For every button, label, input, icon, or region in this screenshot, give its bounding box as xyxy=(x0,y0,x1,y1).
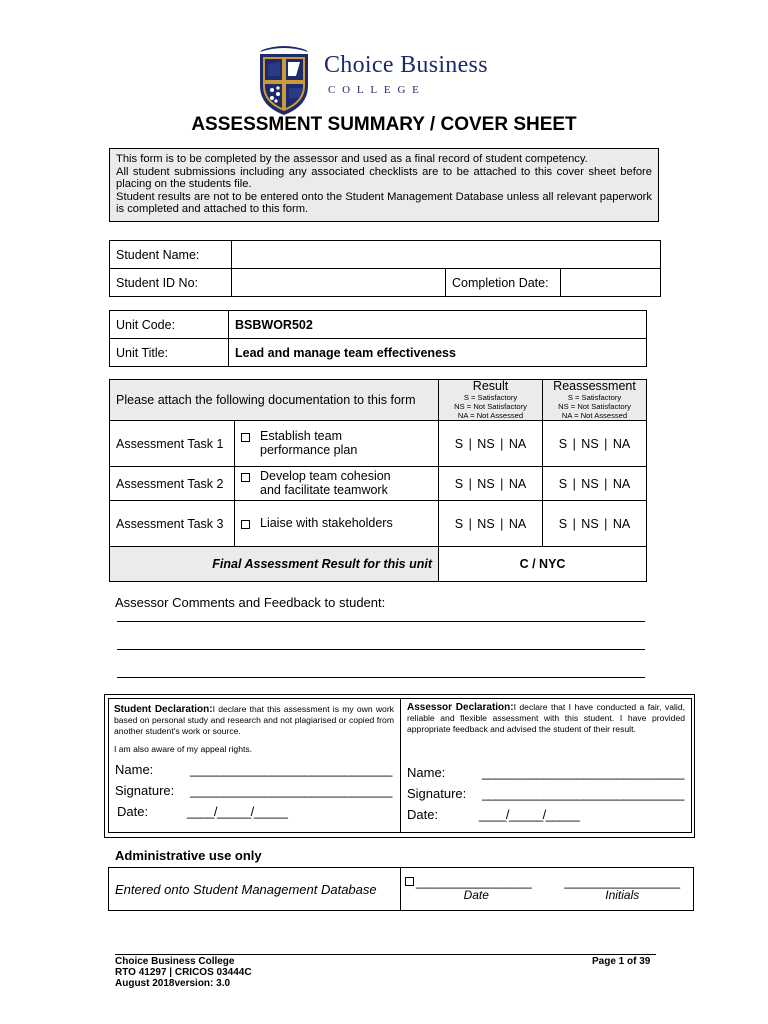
admin-initials-label: Initials xyxy=(605,888,640,902)
footer-rto: RTO 41297 | CRICOS 03444C xyxy=(115,967,252,978)
reassessment-header: Reassessment xyxy=(553,379,636,393)
page-title: ASSESSMENT SUMMARY / COVER SHEET xyxy=(191,114,577,135)
unit-details-table xyxy=(109,310,647,367)
task-row xyxy=(110,501,647,547)
admin-checkbox[interactable] xyxy=(405,877,414,886)
result-header-cell xyxy=(439,380,543,421)
assessor-declaration xyxy=(407,702,685,735)
student-date-label: Date: xyxy=(117,804,149,819)
result-options[interactable]: S | NS | NA xyxy=(439,501,543,547)
instructions-line-1: This form is to be completed by the assessor and used as a final record of student competency. xyxy=(116,153,588,165)
reassessment-options[interactable]: S | NS | NA xyxy=(543,421,647,467)
assessor-declaration-text: I declare that I have conducted a fair, valid, reliable and flexible assessment with this student. I have provided appropriate feedback and advised the student of their result. xyxy=(407,702,685,734)
legend-not-satisfactory: NS = Not Satisfactory xyxy=(454,402,527,411)
assessor-name-label: Name: xyxy=(407,765,446,780)
admin-table xyxy=(108,867,694,911)
assessor-signature-line[interactable]: ______________________________ xyxy=(482,786,684,801)
college-crest-logo xyxy=(256,42,312,116)
result-options[interactable]: S | NS | NA xyxy=(439,421,543,467)
student-declaration-text: I declare that this assessment is my own work based on personal study and research and not plagiarised or copied from another student's work or source. xyxy=(114,704,394,736)
attach-instruction: Please attach the following documentation to this form xyxy=(110,380,439,421)
legend-not-assessed: NA = Not Assessed xyxy=(561,411,628,420)
task-description-cell xyxy=(235,467,439,501)
student-id-label: Student ID No: xyxy=(110,269,232,297)
final-result-label: Final Assessment Result for this unit xyxy=(110,547,439,582)
student-name-field[interactable] xyxy=(232,241,661,269)
unit-title-value: Lead and manage team effectiveness xyxy=(229,339,647,367)
task-name: Assessment Task 1 xyxy=(110,421,235,467)
appeal-rights-text: I am also aware of my appeal rights. xyxy=(114,744,253,754)
admin-section-title: Administrative use only xyxy=(115,848,262,863)
student-name-label: Name: xyxy=(115,762,154,777)
task-checkbox[interactable] xyxy=(241,473,250,482)
task-row xyxy=(110,467,647,501)
footer-page-number: Page 1 of 39 xyxy=(592,956,651,967)
unit-title-label: Unit Title: xyxy=(110,339,229,367)
entered-database-label: Entered onto Student Management Database xyxy=(109,868,401,911)
instructions-line-3: Student results are not to be entered onto the Student Management Database unless all relevant paperwork is completed and attached to this form. xyxy=(116,190,652,216)
assessor-declaration-heading: Assessor Declaration: xyxy=(407,702,514,713)
task-description-cell xyxy=(235,501,439,547)
task-description-line: performance plan xyxy=(260,442,358,457)
footer-version: August 2018version: 3.0 xyxy=(115,978,231,989)
assessor-signature-label: Signature: xyxy=(407,786,467,801)
comment-line[interactable] xyxy=(117,621,645,622)
task-description-line: Establish team xyxy=(260,429,342,443)
comment-line[interactable] xyxy=(117,677,645,678)
admin-date-line[interactable]: ________________ xyxy=(416,874,532,889)
footer-college: Choice Business College xyxy=(115,956,235,967)
admin-date-label: Date xyxy=(463,888,489,902)
admin-initials-line[interactable]: ________________ xyxy=(564,874,681,889)
assessor-name-line[interactable]: ______________________________ xyxy=(482,765,684,780)
unit-code-label: Unit Code: xyxy=(110,311,229,339)
footer-divider xyxy=(115,954,656,955)
instructions-box xyxy=(109,148,659,222)
student-declaration-heading: Student Declaration: xyxy=(114,704,213,715)
final-result-options[interactable]: C / NYC xyxy=(439,547,647,582)
reassessment-header-cell xyxy=(543,380,647,421)
legend-not-assessed: NA = Not Assessed xyxy=(457,411,524,420)
reassessment-options[interactable]: S | NS | NA xyxy=(543,467,647,501)
result-options[interactable]: S | NS | NA xyxy=(439,467,543,501)
task-description-line: and facilitate teamwork xyxy=(260,482,388,497)
task-checkbox[interactable] xyxy=(241,520,250,529)
legend-not-satisfactory: NS = Not Satisfactory xyxy=(558,402,631,411)
result-header: Result xyxy=(472,379,509,393)
student-name-line[interactable]: ______________________________ xyxy=(190,762,392,777)
student-signature-line[interactable]: ______________________________ xyxy=(190,783,392,798)
brand-subtitle: COLLEGE xyxy=(328,84,426,96)
legend-satisfactory: S = Satisfactory xyxy=(567,393,622,402)
student-declaration xyxy=(114,704,394,737)
brand-name: Choice Business xyxy=(324,52,488,78)
assessor-date-line[interactable]: ____/_____/_____ xyxy=(479,807,580,822)
completion-date-label: Completion Date: xyxy=(446,269,561,297)
reassessment-options[interactable]: S | NS | NA xyxy=(543,501,647,547)
task-checkbox[interactable] xyxy=(241,433,250,442)
task-description-line: Develop team cohesion xyxy=(260,469,391,483)
task-description-line: Liaise with stakeholders xyxy=(260,515,393,530)
task-name: Assessment Task 2 xyxy=(110,467,235,501)
student-name-label: Student Name: xyxy=(110,241,232,269)
admin-date-cell xyxy=(401,868,552,911)
task-row xyxy=(110,421,647,467)
admin-initials-cell xyxy=(552,868,694,911)
task-description-cell xyxy=(235,421,439,467)
student-details-table xyxy=(109,240,661,297)
student-id-field[interactable] xyxy=(232,269,446,297)
student-signature-label: Signature: xyxy=(115,783,175,798)
instructions-line-2: All student submissions including any associated checklists are to be attached to this cover sheet before placing on the students file. xyxy=(116,165,652,191)
task-name: Assessment Task 3 xyxy=(110,501,235,547)
comments-label: Assessor Comments and Feedback to student: xyxy=(115,595,386,610)
declarations-divider xyxy=(400,698,401,833)
student-date-line[interactable]: ____/_____/_____ xyxy=(187,804,288,819)
assessor-date-label: Date: xyxy=(407,807,439,822)
completion-date-field[interactable] xyxy=(561,269,661,297)
legend-satisfactory: S = Satisfactory xyxy=(463,393,518,402)
assessment-tasks-table xyxy=(109,379,647,582)
comment-line[interactable] xyxy=(117,649,645,650)
unit-code-value: BSBWOR502 xyxy=(229,311,647,339)
